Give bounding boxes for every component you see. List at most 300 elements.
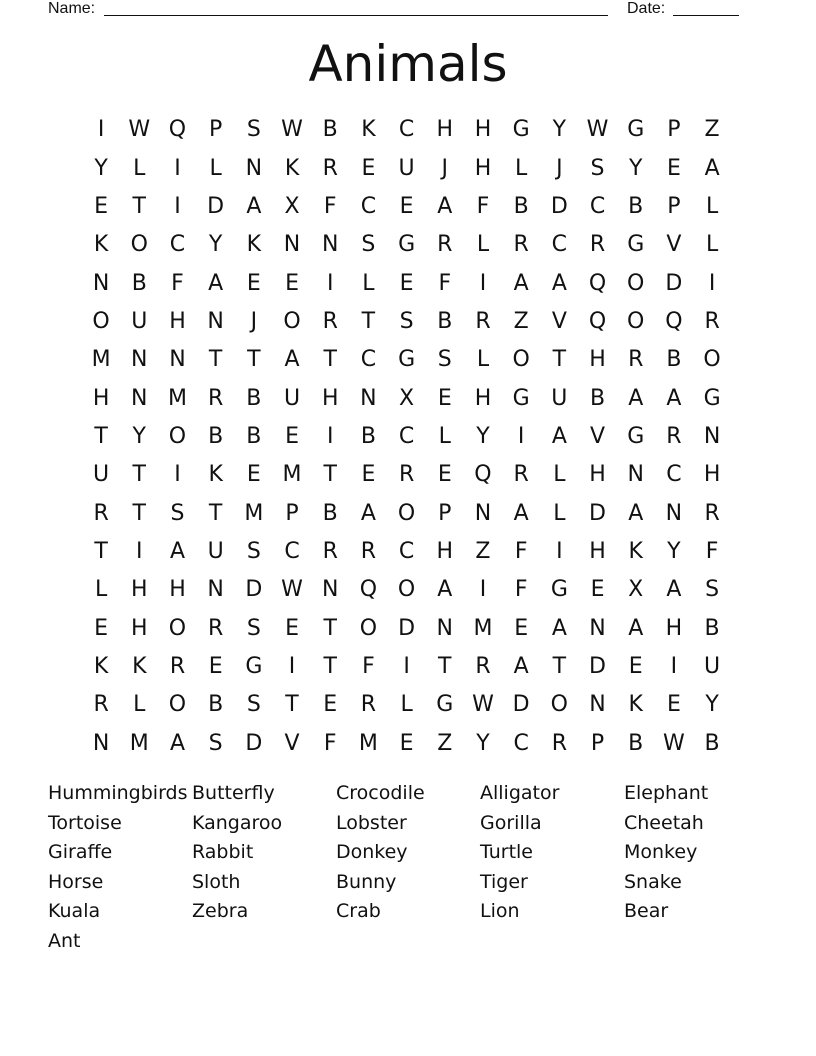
grid-letter: J xyxy=(441,155,449,181)
grid-letter: C xyxy=(398,423,415,449)
grid-letter: U xyxy=(283,385,301,411)
grid-letter: H xyxy=(474,117,492,143)
grid-row xyxy=(82,264,732,302)
grid-letter: R xyxy=(208,615,224,641)
grid-letter: R xyxy=(628,347,644,373)
grid-letter: N xyxy=(92,270,110,296)
grid-letter: I xyxy=(326,270,334,296)
grid-letter: T xyxy=(94,538,108,564)
grid-letter: R xyxy=(322,155,338,181)
grid-letter: I xyxy=(556,538,563,564)
grid-letter: N xyxy=(207,308,224,334)
grid-letter: T xyxy=(323,462,337,488)
grid-letter: N xyxy=(131,347,148,373)
grid-letter: Q xyxy=(665,308,683,334)
grid-letter: R xyxy=(398,462,415,488)
grid-letter: O xyxy=(359,615,378,641)
grid-letter: T xyxy=(552,653,567,679)
grid-letter: D xyxy=(512,692,530,718)
grid-letter: B xyxy=(513,193,529,219)
grid-letter: K xyxy=(208,462,223,488)
grid-letter: N xyxy=(474,500,492,526)
grid-letter: U xyxy=(398,155,415,181)
grid-letter: M xyxy=(91,347,111,373)
grid-letter: U xyxy=(131,308,148,334)
word-list-item: Donkey xyxy=(336,841,408,864)
word-list-item: Butterfly xyxy=(192,782,275,804)
grid-letter: W xyxy=(128,117,151,143)
grid-letter: N xyxy=(245,155,263,181)
grid-letter: B xyxy=(704,730,720,756)
grid-letter: M xyxy=(473,615,493,641)
grid-letter: T xyxy=(132,500,146,526)
grid-letter: E xyxy=(666,692,681,718)
grid-letter: E xyxy=(208,653,223,679)
word-list-item: Zebra xyxy=(192,900,249,923)
grid-letter: Y xyxy=(628,155,643,181)
grid-letter: R xyxy=(322,308,338,334)
grid-letter: B xyxy=(131,270,147,296)
grid-letter: O xyxy=(168,615,187,641)
grid-letter: P xyxy=(667,193,681,219)
grid-letter: H xyxy=(92,385,110,411)
word-list-item: Horse xyxy=(48,870,104,893)
grid-letter: T xyxy=(285,692,299,718)
grid-letter: E xyxy=(94,615,109,641)
grid-letter: K xyxy=(628,692,643,718)
grid-letter: P xyxy=(209,117,223,143)
grid-letter: T xyxy=(552,347,567,373)
grid-letter: O xyxy=(168,692,187,718)
grid-letter: S xyxy=(246,117,261,143)
grid-letter: N xyxy=(321,577,339,603)
grid-letter: S xyxy=(361,232,376,258)
page-title: Animals xyxy=(308,35,508,93)
grid-row xyxy=(82,149,732,187)
grid-letter: X xyxy=(284,193,300,219)
grid-letter: A xyxy=(704,155,720,181)
grid-letter: T xyxy=(323,653,337,679)
grid-letter: N xyxy=(665,500,683,526)
grid-letter: Z xyxy=(475,538,491,564)
grid-letter: Y xyxy=(132,423,146,449)
grid-letter: E xyxy=(437,462,452,488)
grid-letter: A xyxy=(437,577,453,603)
grid-letter: L xyxy=(209,155,222,181)
grid-letter: E xyxy=(246,270,261,296)
word-list xyxy=(48,781,768,959)
word-list-item: Snake xyxy=(624,870,682,893)
grid-letter: S xyxy=(399,308,414,334)
grid-letter: D xyxy=(245,577,263,603)
grid-letter: E xyxy=(399,730,414,756)
grid-letter: H xyxy=(474,155,492,181)
grid-letter: L xyxy=(133,155,146,181)
grid-letter: E xyxy=(361,462,376,488)
grid-letter: S xyxy=(208,730,223,756)
grid-letter: Z xyxy=(437,730,453,756)
grid-letter: E xyxy=(666,155,681,181)
word-list-item: Alligator xyxy=(480,782,560,804)
grid-letter: E xyxy=(628,653,643,679)
grid-letter: S xyxy=(590,155,605,181)
grid-letter: N xyxy=(131,385,148,411)
grid-letter: V xyxy=(666,232,682,258)
grid-row xyxy=(82,188,732,226)
grid-letter: I xyxy=(97,117,105,143)
grid-letter: A xyxy=(360,500,376,526)
grid-letter: D xyxy=(550,193,568,219)
grid-letter: X xyxy=(399,385,415,411)
grid-letter: G xyxy=(512,385,530,411)
grid-letter: H xyxy=(703,462,721,488)
word-search-grid xyxy=(82,111,732,763)
grid-letter: L xyxy=(94,577,108,603)
grid-letter: N xyxy=(589,615,606,641)
grid-letter: P xyxy=(285,500,299,526)
grid-letter: K xyxy=(246,232,262,258)
grid-letter: H xyxy=(474,385,492,411)
grid-row xyxy=(82,609,732,647)
grid-letter: N xyxy=(436,615,454,641)
grid-letter: E xyxy=(399,193,414,219)
grid-letter: A xyxy=(208,270,224,296)
grid-letter: C xyxy=(360,347,377,373)
grid-letter: C xyxy=(398,538,415,564)
grid-letter: I xyxy=(479,577,487,603)
word-list-item: Kuala xyxy=(48,900,101,923)
grid-letter: B xyxy=(628,730,644,756)
grid-letter: C xyxy=(513,730,529,756)
grid-letter: L xyxy=(553,462,566,488)
grid-letter: C xyxy=(589,193,606,219)
grid-letter: A xyxy=(284,347,300,373)
grid-letter: F xyxy=(323,193,337,219)
grid-letter: L xyxy=(515,155,528,181)
grid-letter: L xyxy=(705,232,719,258)
grid-letter: G xyxy=(436,692,454,718)
grid-letter: A xyxy=(513,270,529,296)
grid-row xyxy=(82,571,732,609)
date-label: Date: xyxy=(627,0,666,17)
grid-letter: S xyxy=(437,347,452,373)
grid-letter: Z xyxy=(513,308,529,334)
grid-row xyxy=(82,648,732,686)
grid-letter: D xyxy=(665,270,683,296)
grid-letter: T xyxy=(361,308,376,334)
grid-letter: B xyxy=(628,193,644,219)
grid-letter: F xyxy=(514,577,528,603)
grid-letter: T xyxy=(323,347,337,373)
grid-row xyxy=(82,303,732,341)
grid-letter: R xyxy=(704,500,720,526)
grid-letter: I xyxy=(288,653,296,679)
grid-letter: T xyxy=(208,500,223,526)
grid-letter: E xyxy=(285,270,299,296)
grid-letter: O xyxy=(627,270,645,296)
grid-letter: B xyxy=(322,117,338,143)
grid-letter: A xyxy=(513,653,529,679)
grid-letter: L xyxy=(553,500,566,526)
grid-letter: R xyxy=(322,538,338,564)
grid-letter: C xyxy=(169,232,186,258)
grid-letter: R xyxy=(360,538,377,564)
grid-letter: B xyxy=(704,615,720,641)
grid-letter: W xyxy=(472,692,494,718)
grid-letter: N xyxy=(321,232,339,258)
grid-letter: C xyxy=(666,462,682,488)
grid-row xyxy=(82,111,732,149)
grid-letter: A xyxy=(437,193,453,219)
grid-letter: O xyxy=(512,347,530,373)
grid-letter: B xyxy=(246,385,262,411)
word-list-item: Lion xyxy=(480,900,520,923)
grid-letter: Z xyxy=(704,117,720,143)
grid-letter: H xyxy=(436,538,454,564)
grid-row xyxy=(82,686,732,724)
grid-letter: R xyxy=(475,653,491,679)
grid-letter: R xyxy=(704,308,720,334)
grid-letter: I xyxy=(136,538,143,564)
grid-letter: F xyxy=(362,653,375,679)
grid-letter: H xyxy=(665,615,683,641)
grid-letter: V xyxy=(590,423,606,449)
grid-letter: G xyxy=(550,577,568,603)
grid-letter: I xyxy=(670,653,678,679)
grid-letter: P xyxy=(590,730,605,756)
grid-letter: E xyxy=(399,270,414,296)
grid-letter: I xyxy=(174,155,181,181)
word-list-item: Tiger xyxy=(480,870,528,893)
grid-letter: G xyxy=(703,385,721,411)
grid-letter: O xyxy=(703,347,721,373)
grid-letter: H xyxy=(131,577,148,603)
grid-letter: I xyxy=(517,423,525,449)
grid-letter: B xyxy=(208,423,224,449)
grid-letter: S xyxy=(246,538,261,564)
word-list-item: Kangaroo xyxy=(192,811,283,834)
grid-letter: M xyxy=(167,385,187,411)
grid-letter: T xyxy=(323,615,337,641)
grid-letter: K xyxy=(93,232,109,258)
grid-letter: B xyxy=(589,385,606,411)
word-list-item: Giraffe xyxy=(48,841,113,864)
grid-letter: N xyxy=(169,347,186,373)
grid-letter: U xyxy=(207,538,224,564)
grid-letter: M xyxy=(129,730,149,756)
grid-letter: C xyxy=(284,538,300,564)
grid-letter: L xyxy=(133,692,146,718)
grid-letter: C xyxy=(551,232,568,258)
grid-letter: R xyxy=(666,423,682,449)
grid-letter: A xyxy=(551,270,567,296)
grid-letter: I xyxy=(403,653,410,679)
grid-letter: Y xyxy=(476,730,490,756)
grid-letter: G xyxy=(398,347,416,373)
grid-row xyxy=(82,341,732,379)
grid-letter: Y xyxy=(476,423,490,449)
grid-letter: Q xyxy=(588,308,607,334)
grid-letter: A xyxy=(551,615,567,641)
word-list-item: Bunny xyxy=(336,870,397,893)
grid-letter: C xyxy=(360,193,377,219)
grid-letter: I xyxy=(479,270,487,296)
grid-letter: K xyxy=(628,538,643,564)
grid-letter: U xyxy=(704,653,721,679)
grid-letter: B xyxy=(437,308,453,334)
grid-letter: M xyxy=(358,730,378,756)
grid-letter: O xyxy=(92,308,110,334)
grid-letter: L xyxy=(438,423,451,449)
grid-letter: G xyxy=(627,117,645,143)
grid-letter: R xyxy=(513,462,529,488)
grid-letter: N xyxy=(92,730,110,756)
word-list-item: Lobster xyxy=(336,811,407,834)
grid-letter: F xyxy=(705,538,719,564)
grid-letter: G xyxy=(627,423,645,449)
grid-letter: T xyxy=(247,347,261,373)
grid-letter: W xyxy=(586,117,609,143)
grid-letter: I xyxy=(174,462,181,488)
grid-letter: D xyxy=(245,730,263,756)
grid-letter: O xyxy=(168,423,187,449)
grid-letter: P xyxy=(438,500,452,526)
grid-letter: F xyxy=(514,538,528,564)
grid-letter: I xyxy=(174,193,181,219)
grid-letter: N xyxy=(283,232,301,258)
grid-letter: N xyxy=(207,577,224,603)
grid-letter: W xyxy=(663,730,685,756)
grid-letter: I xyxy=(326,423,334,449)
grid-row xyxy=(82,456,732,494)
grid-row xyxy=(82,494,732,532)
grid-letter: H xyxy=(589,538,606,564)
grid-letter: D xyxy=(589,500,606,526)
grid-letter: R xyxy=(360,692,377,718)
grid-letter: A xyxy=(666,385,682,411)
grid-letter: R xyxy=(208,385,224,411)
grid-letter: G xyxy=(627,232,645,258)
grid-letter: S xyxy=(705,577,720,603)
grid-letter: E xyxy=(361,155,376,181)
word-list-item: Tortoise xyxy=(48,811,122,834)
grid-letter: M xyxy=(244,500,264,526)
grid-letter: Y xyxy=(94,155,108,181)
grid-letter: D xyxy=(207,193,225,219)
grid-letter: R xyxy=(589,232,606,258)
grid-letter: B xyxy=(322,500,338,526)
grid-letter: T xyxy=(438,653,452,679)
word-list-item: Sloth xyxy=(192,870,241,893)
grid-letter: A xyxy=(169,730,185,756)
word-list-item: Hummingbirds xyxy=(48,782,188,804)
grid-letter: R xyxy=(437,232,453,258)
grid-letter: R xyxy=(93,500,109,526)
grid-row xyxy=(82,725,732,763)
grid-letter: O xyxy=(627,308,645,334)
grid-row xyxy=(82,533,732,571)
grid-letter: G xyxy=(398,232,416,258)
word-list-item: Turtle xyxy=(480,841,533,864)
grid-letter: D xyxy=(589,653,606,679)
grid-letter: U xyxy=(93,462,110,488)
grid-letter: G xyxy=(512,117,530,143)
grid-letter: F xyxy=(323,730,337,756)
word-list-item: Cheetah xyxy=(624,811,704,834)
grid-letter: L xyxy=(476,232,490,258)
grid-letter: T xyxy=(132,193,146,219)
grid-letter: E xyxy=(323,692,338,718)
word-list-item: Bear xyxy=(624,900,669,923)
grid-letter: T xyxy=(132,462,146,488)
grid-letter: E xyxy=(285,615,299,641)
grid-letter: Q xyxy=(168,117,187,143)
grid-letter: H xyxy=(131,615,148,641)
grid-letter: O xyxy=(130,232,148,258)
grid-letter: E xyxy=(285,423,299,449)
grid-letter: B xyxy=(246,423,262,449)
grid-letter: D xyxy=(398,615,416,641)
grid-letter: A xyxy=(513,500,529,526)
grid-letter: U xyxy=(551,385,568,411)
grid-letter: L xyxy=(705,193,719,219)
grid-letter: W xyxy=(281,117,303,143)
grid-letter: E xyxy=(246,462,261,488)
grid-letter: K xyxy=(361,117,376,143)
grid-letter: Y xyxy=(667,538,681,564)
grid-letter: M xyxy=(282,462,302,488)
grid-letter: Y xyxy=(705,692,719,718)
grid-letter: S xyxy=(246,615,261,641)
grid-letter: A xyxy=(551,423,567,449)
word-list-item: Gorilla xyxy=(480,811,542,834)
grid-letter: O xyxy=(550,692,568,718)
grid-letter: B xyxy=(666,347,682,373)
grid-letter: T xyxy=(94,423,108,449)
grid-letter: R xyxy=(93,692,109,718)
grid-letter: F xyxy=(476,193,490,219)
name-label: Name: xyxy=(48,0,96,17)
grid-letter: V xyxy=(284,730,300,756)
grid-letter: Y xyxy=(552,117,567,143)
date-blank-line xyxy=(673,15,739,16)
grid-letter: J xyxy=(250,308,258,334)
grid-letter: G xyxy=(245,653,263,679)
grid-letter: V xyxy=(551,308,567,334)
grid-letter: L xyxy=(476,347,490,373)
grid-letter: H xyxy=(589,462,606,488)
grid-letter: O xyxy=(283,308,301,334)
grid-letter: O xyxy=(397,577,416,603)
word-list-item: Ant xyxy=(48,929,81,952)
grid-letter: E xyxy=(437,385,452,411)
word-list-item: Crocodile xyxy=(336,782,425,804)
grid-letter: F xyxy=(171,270,184,296)
grid-letter: P xyxy=(667,117,681,143)
grid-letter: Q xyxy=(588,270,607,296)
grid-letter: I xyxy=(708,270,716,296)
grid-letter: K xyxy=(284,155,300,181)
grid-letter: E xyxy=(514,615,529,641)
grid-letter: F xyxy=(438,270,452,296)
grid-letter: Q xyxy=(359,577,378,603)
grid-letter: R xyxy=(169,653,186,679)
grid-row xyxy=(82,226,732,264)
grid-letter: X xyxy=(628,577,644,603)
grid-letter: E xyxy=(94,193,109,219)
grid-letter: A xyxy=(246,193,262,219)
grid-letter: Q xyxy=(474,462,492,488)
